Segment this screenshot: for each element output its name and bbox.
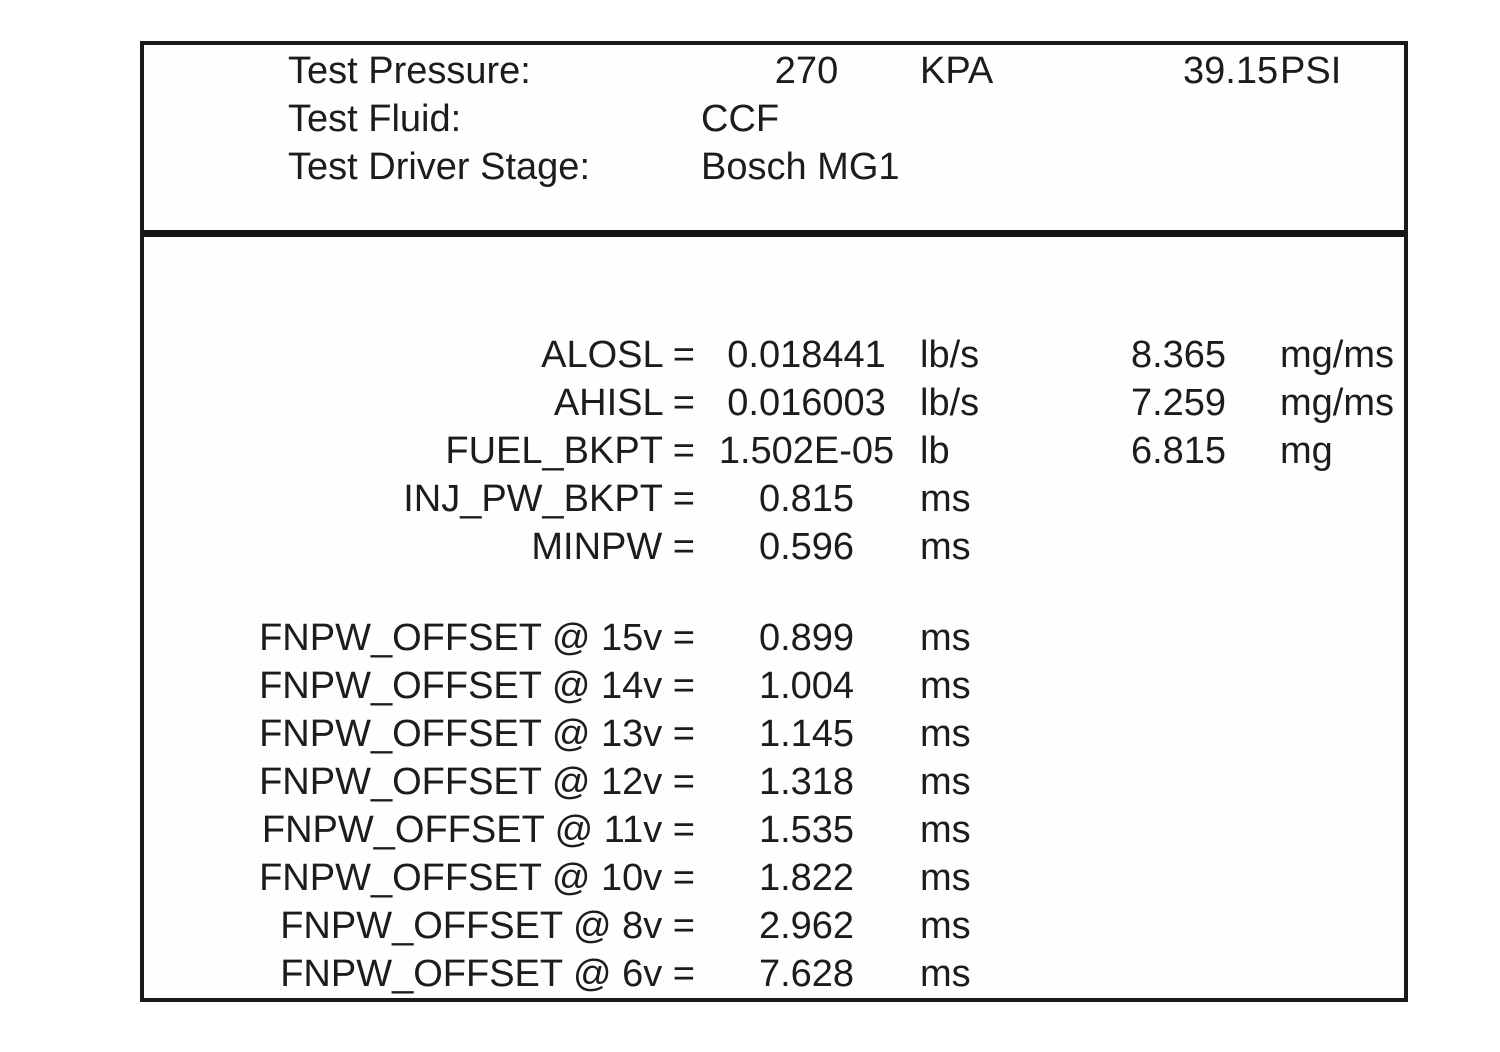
offset-row-13v <box>144 710 1404 758</box>
param-value: 0.815 <box>758 478 855 520</box>
offset-unit2 <box>1262 614 1404 662</box>
param-unit: ms <box>920 478 971 520</box>
test-conditions-section <box>144 45 1404 230</box>
test-driver-stage-row <box>144 143 1404 191</box>
offset-unit2 <box>1262 950 1404 998</box>
param-row-alosl <box>144 331 1404 379</box>
test-fluid-label: Test Fluid: <box>288 98 462 140</box>
offset-value: 7.628 <box>758 953 855 995</box>
offset-unit2 <box>1262 710 1404 758</box>
offset-value: 1.145 <box>758 713 855 755</box>
offset-unit: ms <box>920 905 971 947</box>
param-unit2: mg/ms <box>1280 382 1394 424</box>
param-value: 1.502E-05 <box>718 430 895 472</box>
test-pressure-value-kpa: 270 <box>774 50 839 92</box>
test-driver-stage-value2 <box>1095 143 1262 191</box>
offset-label: FNPW_OFFSET @ 10v = <box>259 857 695 899</box>
offset-value2 <box>1095 902 1262 950</box>
param-row-ahisl <box>144 379 1404 427</box>
offset-label: FNPW_OFFSET @ 15v = <box>259 617 695 659</box>
test-pressure-label: Test Pressure: <box>288 50 531 92</box>
test-fluid-row <box>144 95 1404 143</box>
param-value2 <box>1095 523 1262 571</box>
offset-unit2 <box>1262 662 1404 710</box>
offset-row-14v <box>144 662 1404 710</box>
param-value: 0.018441 <box>727 334 886 376</box>
param-value2: 6.815 <box>1130 430 1227 472</box>
offset-value: 1.318 <box>758 761 855 803</box>
param-label: MINPW = <box>531 526 695 568</box>
offset-value2 <box>1095 950 1262 998</box>
offset-unit2 <box>1262 902 1404 950</box>
offset-row-6v <box>144 950 1404 998</box>
offset-label: FNPW_OFFSET @ 6v = <box>280 953 695 995</box>
offset-label: FNPW_OFFSET @ 12v = <box>259 761 695 803</box>
offset-row-11v <box>144 806 1404 854</box>
test-fluid-value: CCF <box>701 98 780 140</box>
param-value2 <box>1095 475 1262 523</box>
results-section <box>144 230 1404 998</box>
offset-row-12v <box>144 758 1404 806</box>
param-value2: 7.259 <box>1130 382 1227 424</box>
offset-row-10v <box>144 854 1404 902</box>
offset-unit: ms <box>920 617 971 659</box>
param-label: INJ_PW_BKPT = <box>403 478 695 520</box>
test-pressure-row <box>144 47 1404 95</box>
param-value2: 8.365 <box>1130 334 1227 376</box>
param-unit2 <box>1262 475 1404 523</box>
offset-label: FNPW_OFFSET @ 8v = <box>280 905 695 947</box>
param-unit: lb/s <box>920 382 980 424</box>
param-row-minpw <box>144 523 1404 571</box>
param-label: ALOSL = <box>541 334 695 376</box>
test-fluid-unit2 <box>1262 95 1404 143</box>
param-label: FUEL_BKPT = <box>445 430 695 472</box>
param-unit2: mg <box>1280 430 1333 472</box>
offset-unit: ms <box>920 953 971 995</box>
test-driver-stage-label: Test Driver Stage: <box>288 146 590 188</box>
offset-unit: ms <box>920 857 971 899</box>
section-gap <box>144 571 1404 614</box>
offset-unit2 <box>1262 758 1404 806</box>
offset-value2 <box>1095 854 1262 902</box>
param-unit2: mg/ms <box>1280 334 1394 376</box>
test-driver-stage-unit <box>918 143 1095 191</box>
offset-unit: ms <box>920 761 971 803</box>
offset-row-8v <box>144 902 1404 950</box>
test-pressure-unit-kpa: KPA <box>920 50 994 92</box>
offset-unit: ms <box>920 713 971 755</box>
test-pressure-value-psi: 39.15 <box>1183 50 1279 92</box>
param-row-inj-pw-bkpt <box>144 475 1404 523</box>
param-unit: lb <box>920 430 950 472</box>
offset-value: 2.962 <box>758 905 855 947</box>
offset-label: FNPW_OFFSET @ 14v = <box>259 665 695 707</box>
offset-unit2 <box>1262 806 1404 854</box>
param-unit: ms <box>920 526 971 568</box>
offset-value: 1.004 <box>758 665 855 707</box>
test-pressure-unit-psi: PSI <box>1280 50 1342 92</box>
offset-value2 <box>1095 710 1262 758</box>
offset-unit: ms <box>920 809 971 851</box>
test-fluid-value2 <box>1095 95 1262 143</box>
param-unit2 <box>1262 523 1404 571</box>
offset-unit2 <box>1262 854 1404 902</box>
param-row-fuel-bkpt <box>144 427 1404 475</box>
offset-row-15v <box>144 614 1404 662</box>
offset-label: FNPW_OFFSET @ 13v = <box>259 713 695 755</box>
report-frame <box>140 41 1408 1002</box>
test-driver-stage-unit2 <box>1262 143 1404 191</box>
param-label: AHISL = <box>553 382 695 424</box>
param-value: 0.596 <box>758 526 855 568</box>
offset-value2 <box>1095 806 1262 854</box>
offset-unit: ms <box>920 665 971 707</box>
offset-value: 1.535 <box>758 809 855 851</box>
offset-value2 <box>1095 758 1262 806</box>
offset-value2 <box>1095 662 1262 710</box>
param-unit: lb/s <box>920 334 980 376</box>
test-fluid-unit <box>918 95 1095 143</box>
offset-label: FNPW_OFFSET @ 11v = <box>261 809 695 851</box>
test-driver-stage-value: Bosch MG1 <box>701 146 900 188</box>
param-value: 0.016003 <box>727 382 886 424</box>
offset-value: 0.899 <box>758 617 855 659</box>
offset-value2 <box>1095 614 1262 662</box>
offset-value: 1.822 <box>758 857 855 899</box>
